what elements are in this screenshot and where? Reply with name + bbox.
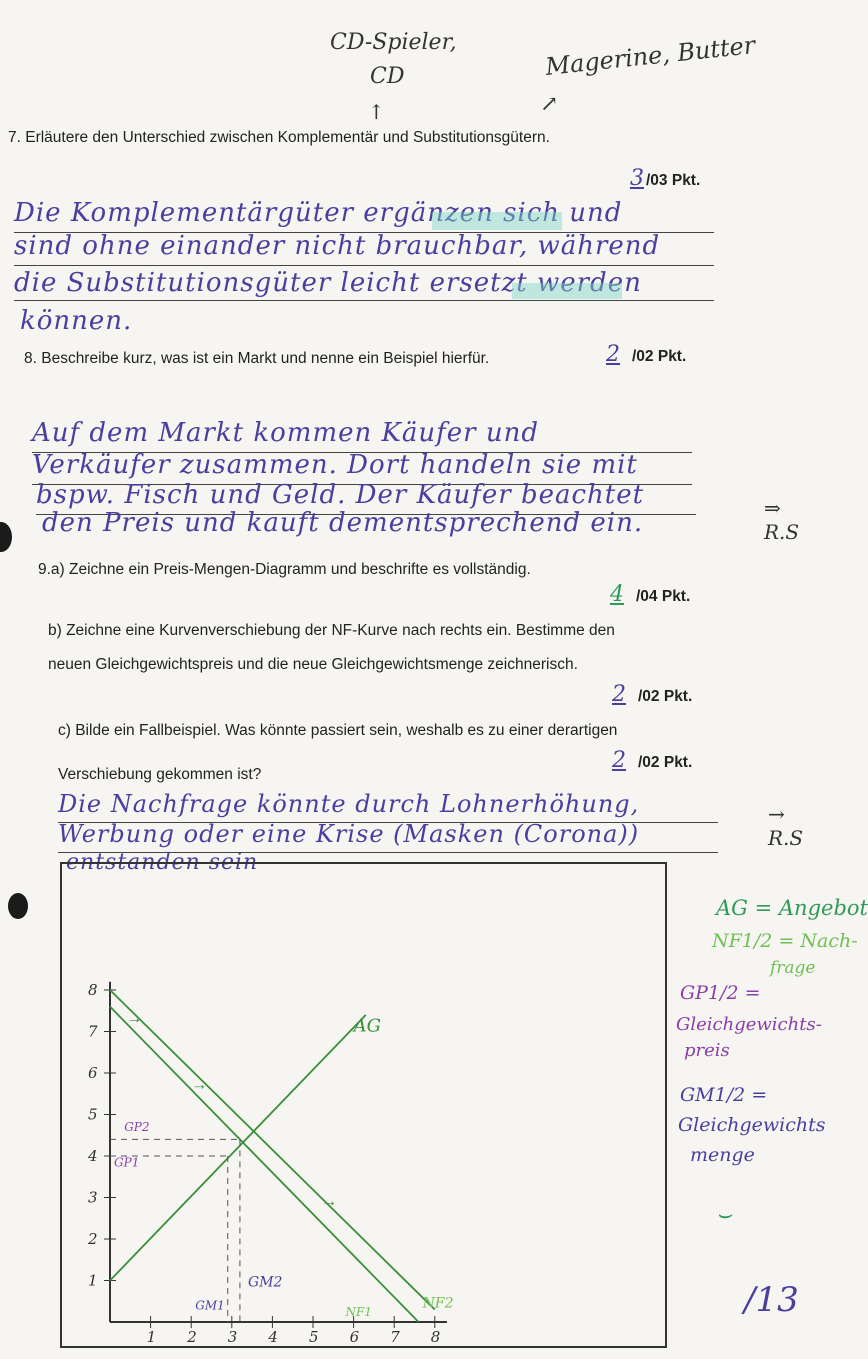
note-cd-player: CD-Spieler, bbox=[330, 30, 457, 55]
q7-max: /03 Pkt. bbox=[646, 172, 701, 189]
q9c-points bbox=[612, 748, 692, 773]
shift-arrow: → bbox=[191, 1076, 208, 1094]
x-tick-label: 8 bbox=[430, 1328, 441, 1346]
q8-answer-line-1: Auf dem Markt kommen Käufer und bbox=[32, 418, 539, 448]
arrow-right-icon: → bbox=[768, 802, 785, 826]
question-9a: 9.a) Zeichne ein Preis-Mengen-Diagramm und beschrifte es vollständig. bbox=[38, 561, 531, 578]
x-tick-label: 4 bbox=[268, 1328, 278, 1346]
note-cd: CD bbox=[370, 64, 405, 89]
q9a-points bbox=[610, 582, 690, 607]
label-gm1: GM1 bbox=[195, 1298, 225, 1313]
x-tick-label: 2 bbox=[187, 1328, 197, 1346]
y-tick-label: 4 bbox=[88, 1147, 98, 1165]
q8-answer-line-3: bspw. Fisch und Geld. Der Käufer beachtet bbox=[36, 480, 645, 510]
y-tick-label: 3 bbox=[88, 1188, 98, 1207]
question-9c-line-1: c) Bilde ein Fallbeispiel. Was könnte passiert sein, weshalb es zu einer derartigen bbox=[58, 722, 618, 739]
question-8: 8. Beschreibe kurz, was ist ein Markt und nenne ein Beispiel hierfür. bbox=[24, 350, 490, 367]
q9b-points bbox=[612, 682, 692, 707]
legend-nf-2: frage bbox=[770, 958, 816, 978]
chart-labels bbox=[114, 1016, 454, 1319]
q7-answer-line-1: Die Komplementärgüter ergänzen sich und bbox=[14, 198, 623, 228]
y-tick-label: 5 bbox=[88, 1105, 98, 1124]
legend-gp-3: preis bbox=[684, 1040, 730, 1061]
q9a-max: /04 Pkt. bbox=[636, 588, 691, 605]
q9b-max: /02 Pkt. bbox=[638, 688, 693, 705]
q8-points bbox=[606, 342, 686, 367]
arrow-right-icon: ⇒ bbox=[764, 496, 781, 520]
curve-nf2 bbox=[110, 990, 435, 1310]
label-gp1: GP1 bbox=[114, 1155, 140, 1170]
total-score: /13 bbox=[744, 1280, 799, 1320]
q7-answer-line-2: sind ohne einander nicht brauchbar, während bbox=[14, 231, 661, 261]
q8-answer-line-2: Verkäufer zusammen. Dort handeln sie mit bbox=[32, 450, 638, 480]
shift-arrow: → bbox=[126, 1010, 143, 1028]
q9a-score: 4 bbox=[610, 582, 624, 607]
legend-gm-3: menge bbox=[690, 1144, 755, 1166]
highlight-ergaenzen bbox=[432, 212, 562, 230]
highlight-ersetzt bbox=[512, 283, 622, 299]
smiley-icon: ⌣ bbox=[716, 1200, 732, 1228]
y-tick-label: 6 bbox=[88, 1064, 98, 1082]
q8-note-rs: ⇒ R.S bbox=[764, 496, 800, 544]
q7-answer-line-3: die Substitutionsgüter leicht ersetzt werden bbox=[14, 268, 642, 298]
arrow-1: ↑ bbox=[368, 100, 385, 124]
label-nf1: NF1 bbox=[345, 1304, 372, 1319]
x-tick-label: 6 bbox=[349, 1328, 360, 1346]
question-7: 7. Erläutere den Unterschied zwischen Komplementär und Substitutionsgütern. bbox=[8, 129, 550, 146]
label-ag: AG bbox=[353, 1015, 381, 1037]
chart-frame bbox=[61, 863, 666, 1347]
q7-rule-2 bbox=[14, 265, 714, 266]
question-9b-line-2: neuen Gleichgewichtspreis und die neue Gleichgewichtsmenge zeichnerisch. bbox=[48, 656, 578, 673]
legend-gm-2: Gleichgewichts bbox=[678, 1114, 826, 1136]
curve-ag bbox=[110, 1015, 366, 1281]
note-margarine-butter: Magerine, Butter bbox=[544, 31, 757, 81]
q9c-max: /02 Pkt. bbox=[638, 754, 693, 771]
arrow-2: ↗ bbox=[540, 92, 559, 117]
q8-answer-line-4: den Preis und kauft dementsprechend ein. bbox=[42, 508, 644, 538]
label-nf2: NF2 bbox=[422, 1295, 454, 1312]
legend-ag: AG = Angebot bbox=[716, 896, 868, 920]
legend-nf-1: NF1/2 = Nach- bbox=[712, 930, 858, 952]
q9-answer-line-2: Werbung oder eine Krise (Masken (Corona)) bbox=[58, 820, 640, 848]
q7-score: 3 bbox=[630, 166, 644, 191]
legend-gp-2: Gleichgewichts- bbox=[676, 1014, 822, 1035]
q9b-score: 2 bbox=[612, 682, 626, 707]
q9-answer-line-3: entstanden sein bbox=[66, 850, 259, 875]
q9-answer-line-1: Die Nachfrage könnte durch Lohnerhöhung, bbox=[58, 790, 640, 818]
legend-gm-1: GM1/2 = bbox=[680, 1084, 768, 1106]
q7-rule-3 bbox=[14, 300, 714, 301]
x-tick-label: 5 bbox=[309, 1328, 319, 1346]
q8-score: 2 bbox=[606, 342, 620, 367]
x-tick-label: 7 bbox=[390, 1328, 400, 1346]
shift-arrow: → bbox=[321, 1192, 338, 1210]
y-tick-label: 1 bbox=[88, 1271, 98, 1290]
q9-note-rs: → R.S bbox=[768, 802, 804, 850]
q8-max: /02 Pkt. bbox=[632, 348, 687, 365]
q7-answer-line-4: können. bbox=[20, 306, 133, 336]
q7-points bbox=[630, 166, 700, 191]
q9c-score: 2 bbox=[612, 748, 626, 773]
x-tick-label: 3 bbox=[227, 1328, 238, 1346]
punch-hole-top bbox=[0, 522, 12, 552]
label-gp2: GP2 bbox=[124, 1120, 150, 1135]
price-quantity-chart bbox=[60, 862, 668, 1349]
y-tick-label: 2 bbox=[88, 1230, 98, 1248]
y-tick-label: 8 bbox=[88, 981, 98, 999]
legend-gp-1: GP1/2 = bbox=[680, 982, 761, 1004]
label-gm2: GM2 bbox=[248, 1274, 283, 1291]
x-tick-label: 1 bbox=[146, 1328, 157, 1346]
punch-hole-bottom bbox=[8, 893, 28, 919]
y-tick-label: 7 bbox=[88, 1022, 98, 1041]
question-9c-line-2: Verschiebung gekommen ist? bbox=[58, 766, 262, 783]
question-9b-line-1: b) Zeichne eine Kurvenverschiebung der NF-Kurve nach rechts ein. Bestimme den bbox=[48, 622, 615, 639]
